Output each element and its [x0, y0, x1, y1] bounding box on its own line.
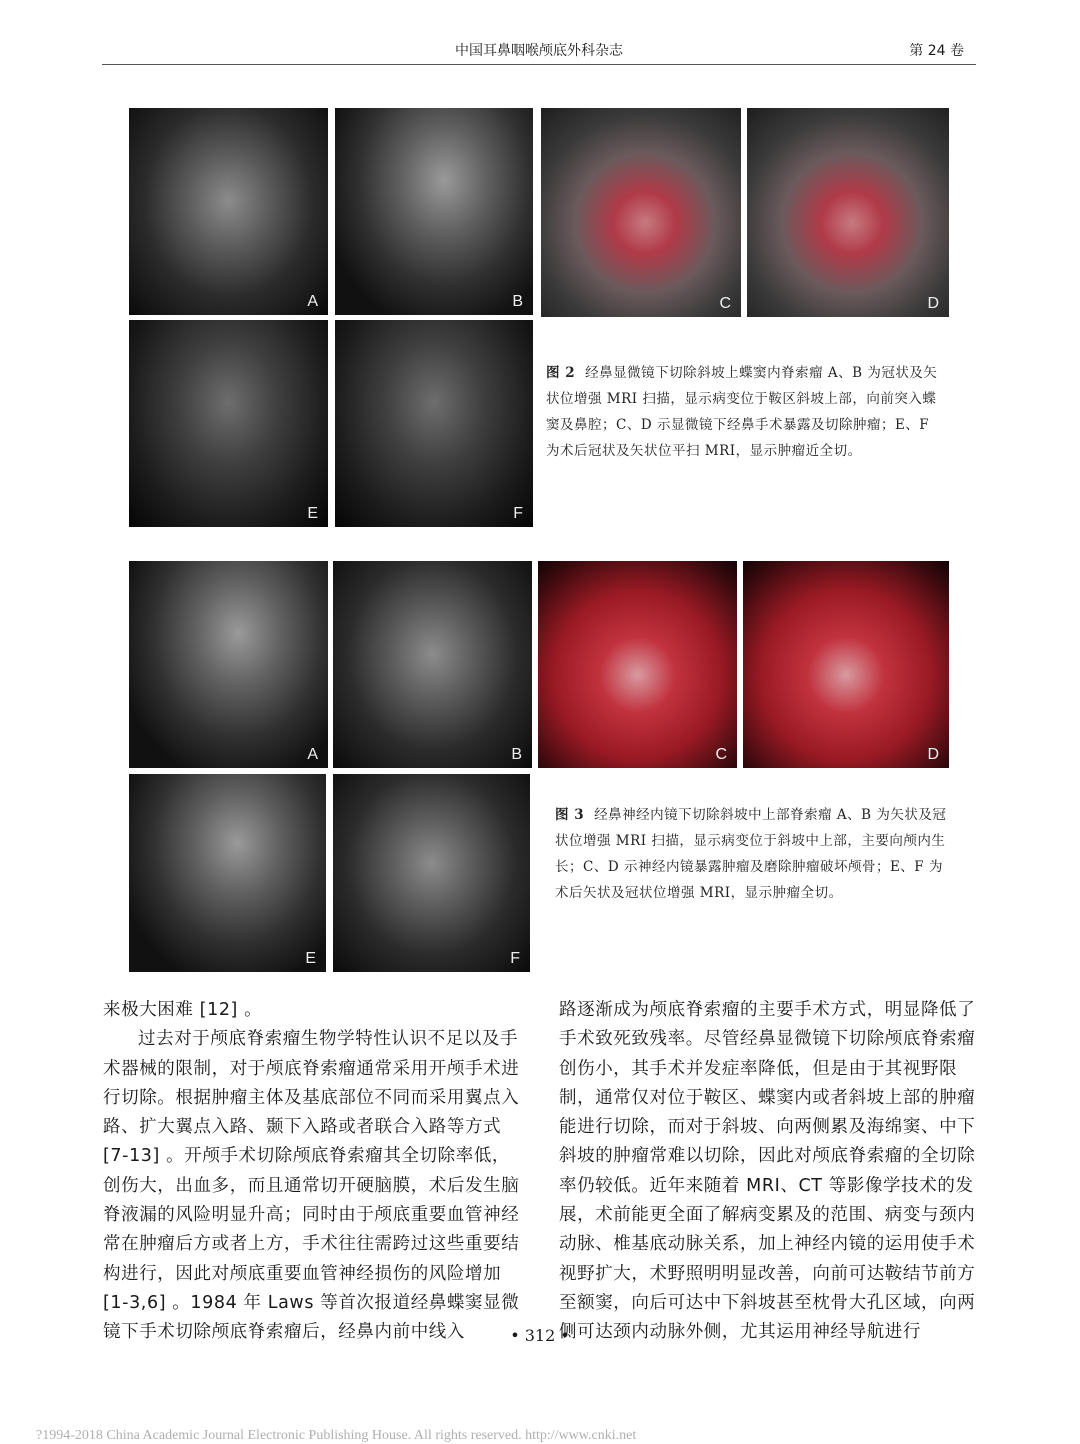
- fig2-panel-c: [541, 108, 741, 317]
- fig3-panel-a: [129, 561, 328, 768]
- body-left-column: [103, 996, 523, 1348]
- fig3-letter-b: B: [511, 746, 522, 763]
- fig2-panel-b: [335, 108, 533, 315]
- fig3-panel-b: [333, 561, 532, 768]
- fig3-panel-c: [538, 561, 737, 768]
- fig2-panel-e: [129, 320, 328, 527]
- fig2-letter-b: B: [512, 293, 523, 310]
- body-right-column: [559, 996, 979, 1348]
- fig2-caption-text: 经鼻显微镜下切除斜坡上蝶窦内脊索瘤 A、B 为冠状及矢状位增强 MRI 扫描，显示病变位于鞍区斜坡上部，向前突入蝶窦及鼻腔；C、D 示显微镜下经鼻手术暴露及切除肿瘤；E、F 为术后冠状及矢状位平扫 MRI，显示肿瘤近全切。: [546, 365, 938, 459]
- fig3-letter-f: F: [510, 950, 520, 967]
- fig3-letter-d: D: [927, 746, 939, 763]
- fig3-panel-e: [129, 774, 326, 972]
- fig3-letter-a: A: [307, 746, 318, 763]
- fig2-panel-f: [335, 320, 533, 527]
- fig2-caption: [546, 360, 938, 464]
- fig3-panel-f: [333, 774, 530, 972]
- fig3-caption: [555, 802, 947, 906]
- fig2-panel-a: [129, 108, 328, 315]
- body-paragraph: 来极大困难 [12] 。: [103, 1000, 263, 1020]
- fig2-letter-d: D: [927, 295, 939, 312]
- page-number: • 312 •: [510, 1326, 570, 1345]
- fig2-panel-d: [747, 108, 949, 317]
- fig2-letter-f: F: [513, 505, 523, 522]
- fig2-letter-c: C: [719, 295, 731, 312]
- volume-label: 第 24 卷: [909, 43, 964, 59]
- fig2-letter-a: A: [307, 293, 318, 310]
- fig3-letter-c: C: [715, 746, 727, 763]
- fig2-caption-label: 图 2: [546, 365, 576, 381]
- fig3-caption-label: 图 3: [555, 807, 585, 823]
- body-paragraph: 过去对于颅底脊索瘤生物学特性认识不足以及手术器械的限制，对于颅底脊索瘤通常采用开颅手术进行切除。根据肿瘤主体及基底部位不同而采用翼点入路、扩大翼点入路、颞下入路或者联合入路等方式 [7-13] 。开颅手术切除颅底脊索瘤其全切除率低，创伤大，出血多，而且通常切开硬脑膜，术后发生脑脊液漏的风险明显升高；同时由于颅底重要血管神经常在肿瘤后方或者上方，手术往往需跨过这些重要结构进行，因此对颅底重要血管神经损伤的风险增加 [1-3,6] 。1984 年 Laws 等首次报道经鼻蝶窦显微镜下手术切除颅底脊索瘤后，经鼻内前中线入: [103, 1029, 520, 1343]
- fig3-panel-d: [743, 561, 949, 768]
- fig3-caption-text: 经鼻神经内镜下切除斜坡中上部脊索瘤 A、B 为矢状及冠状位增强 MRI 扫描，显示病变位于斜坡中上部，主要向颅内生长；C、D 示神经内镜暴露肿瘤及磨除肿瘤破坏颅骨；E、F 为术后矢状及冠状位增强 MRI，显示肿瘤全切。: [555, 807, 947, 901]
- page-header: [102, 38, 976, 65]
- journal-title: 中国耳鼻咽喉颅底外科杂志: [455, 43, 623, 59]
- copyright-notice: ?1994-2018 China Academic Journal Electronic Publishing House. All rights reserved. http://www.cnki.net: [36, 1428, 637, 1443]
- body-paragraph: 路逐渐成为颅底脊索瘤的主要手术方式，明显降低了手术致死致残率。尽管经鼻显微镜下切除颅底脊索瘤创伤小，其手术并发症率降低，但是由于其视野限制，通常仅对位于鞍区、蝶窦内或者斜坡上部的肿瘤能进行切除，而对于斜坡、向两侧累及海绵窦、中下斜坡的肿瘤常难以切除，因此对颅底脊索瘤的全切除率仍较低。近年来随着 MRI、CT 等影像学技术的发展，术前能更全面了解病变累及的范围、病变与颈内动脉、椎基底动脉关系，加上神经内镜的运用使手术视野扩大，术野照明明显改善，向前可达鞍结节前方至额窦，向后可达中下斜坡甚至枕骨大孔区域，向两侧可达颈内动脉外侧，尤其运用神经导航进行: [559, 1000, 976, 1343]
- fig2-letter-e: E: [307, 505, 318, 522]
- fig3-letter-e: E: [305, 950, 316, 967]
